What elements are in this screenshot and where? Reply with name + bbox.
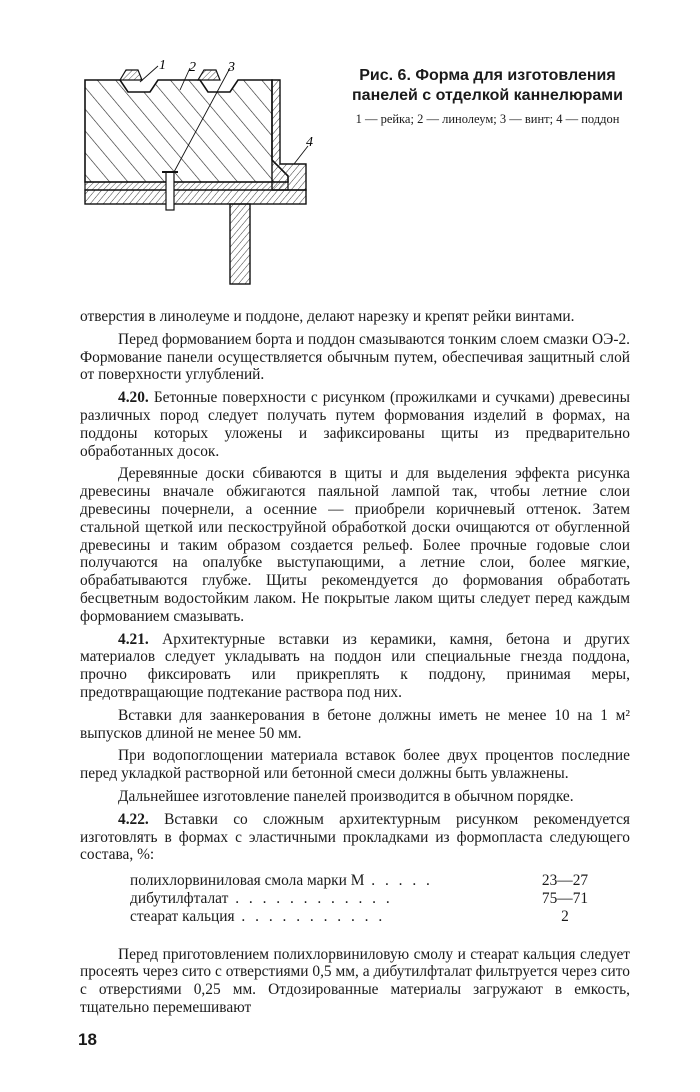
pallet-rib — [230, 204, 250, 284]
callout-3: 3 — [228, 60, 235, 75]
paragraph-section-4-22: 4.22. Вставки со сложным архитектурным рисунком рекомендуется изготовлять в формах с эластичными прокладками из формопласта следующего состава, %: — [80, 810, 630, 864]
linoleum-layer — [85, 182, 288, 190]
form-cross-section-diagram — [80, 60, 330, 290]
composition-name: полихлорвиниловая смола марки М — [130, 872, 365, 890]
paragraph: Вставки для заанкерования в бетоне должны иметь не менее 10 на 1 м² выпусков длиной не менее 50 мм. — [80, 706, 630, 742]
paragraph: Перед формованием борта и поддон смазываются тонким слоем смазки ОЭ-2. Формование панели осуществляется обычным путем, обеспечивая защитный слой от поверхности углублений. — [80, 330, 630, 384]
section-number: 4.20. — [118, 389, 149, 407]
paragraph: При водопоглощении материала вставок более двух процентов последние перед укладкой растворной или бетонной смеси должны быть увлажнены. — [80, 747, 630, 783]
paragraph-section-4-21: 4.21. Архитектурные вставки из керамики, камня, бетона и других материалов следует укладывать на поддон или специальные гнезда поддона, прочно фиксировать или прикреплять к поддону, принимая меры, предотвращающие подтекание раствора под них. — [80, 630, 630, 701]
composition-value: 23—27 — [541, 872, 589, 890]
paragraph: Дальнейшее изготовление панелей производится в обычном порядке. — [118, 787, 574, 805]
composition-row: дибутилфталат . . . . . . . . . . . . 75—71 — [130, 890, 600, 908]
form-side-board — [272, 80, 306, 190]
rail-2 — [198, 70, 220, 80]
composition-row: стеарат кальция . . . . . . . . . . . 2 — [130, 908, 600, 926]
paragraph: Деревянные доски сбиваются в щиты и для выделения эффекта рисунка древесины вначале обжигаются паяльной лампой так, чтобы летние слои древесины почернели, а осенние — приобрели коричневый оттенок. Затем стальной щеткой или пескоструйной обработкой доски очищаются от обугленной древесины и таким образом создается рельеф. Более прочные годовые слои получаются на опалубке выступающими, а летние слои, более мягкие, обрабатываются глубже. Щиты рекомендуется до формования обработать бесцветным водостойким лаком. Не покрытые лаком щиты следует перед каждым формованием смазывать. — [80, 465, 630, 625]
panel-concrete-body — [85, 80, 288, 182]
body-text — [80, 308, 630, 1022]
rail-1 — [120, 70, 142, 80]
screw — [166, 172, 174, 210]
composition-row: полихлорвиниловая смола марки М . . . . . 23—27 — [130, 872, 600, 890]
composition-value: 75—71 — [541, 889, 589, 907]
paragraph: отверстия в линолеуме и поддоне, делают нарезку и крепят рейки винтами. — [80, 308, 575, 325]
page-number: 18 — [78, 1030, 97, 1049]
composition-name: дибутилфталат — [130, 889, 229, 907]
composition-value: 2 — [561, 907, 569, 925]
figure-caption-legend: 1 — рейка; 2 — линолеум; 3 — винт; 4 — поддон — [355, 112, 620, 126]
figure-caption-title: Рис. 6. Форма для изготовления панелей с отделкой каннелюрами — [352, 67, 623, 104]
composition-name: стеарат кальция — [130, 907, 235, 925]
section-number: 4.21. — [118, 630, 149, 648]
paragraph-section-4-20: 4.20. Бетонные поверхности с рисунком (прожилками и сучками) древесины различных пород следует получать путем формования изделий в формах, на поддоны которых уложены и зафиксированы щиты из предварительно обработанных досок. — [80, 389, 630, 460]
paragraph: Перед приготовлением полихлорвиниловую смолу и стеарат кальция следует просеять через сито с отверстиями 0,5 мм, а дибутилфталат фильтруется через сито с отверстиями 0,25 мм. Отдозированные материалы загружают в емкость, тщательно перемешивают — [80, 945, 630, 1016]
callout-1: 1 — [159, 60, 166, 73]
figure-caption — [345, 66, 630, 127]
section-number: 4.22. — [118, 810, 149, 828]
callout-2: 2 — [189, 60, 196, 75]
pallet-plate — [85, 190, 306, 204]
callout-4: 4 — [306, 135, 313, 150]
formoplast-composition-list — [130, 872, 600, 925]
figure-6-drawing — [80, 60, 330, 290]
